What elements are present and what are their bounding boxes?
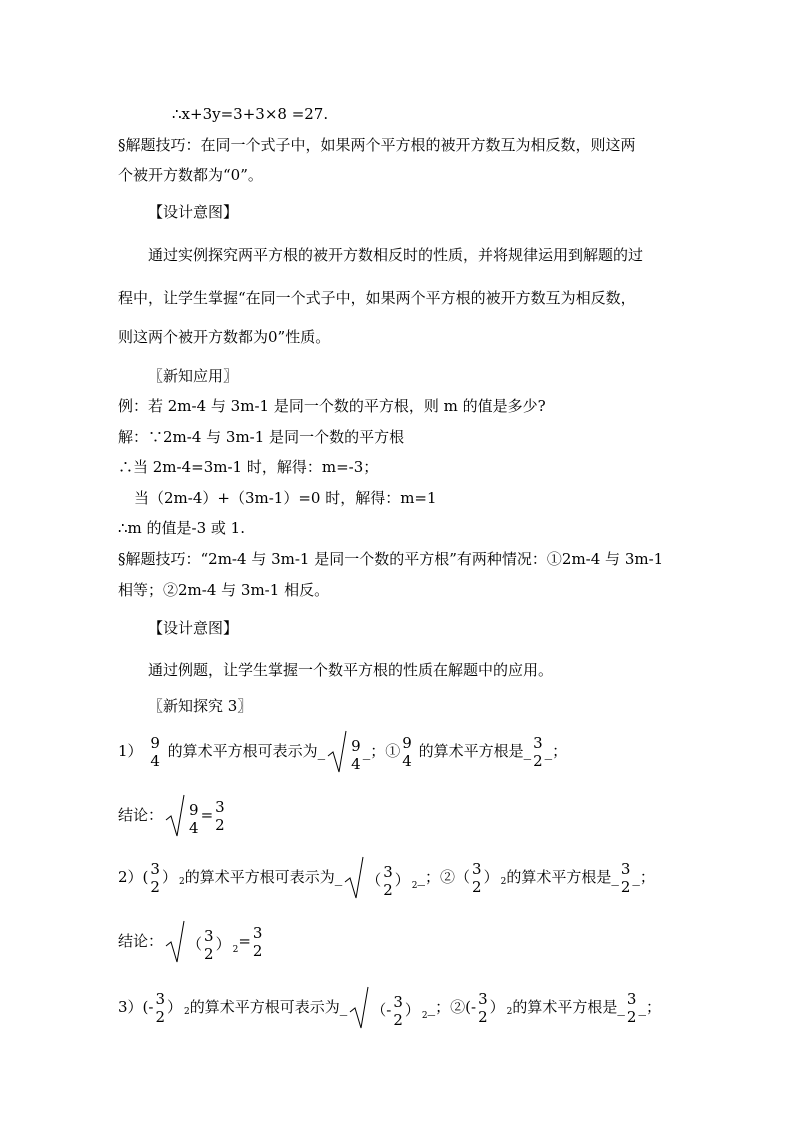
sqrt-expression: （ 3 2 ） $^2$ [165,920,238,964]
fraction: 3 2 [150,860,160,896]
example-line: 例：若 2m-4 与 3m-1 是同一个数的平方根，则 m 的值是多少? [118,397,546,415]
fraction: 9 4 [402,734,412,770]
solution-line: 当（2m-4）+（3m-1）=0 时，解得：m=1 [134,489,437,507]
sqrt-expression: 9 4 [327,730,363,774]
solution-line: 解：∵2m-4 与 3m-1 是同一个数的平方根 [118,428,405,446]
fraction: 3 2 [155,990,166,1026]
section-heading: 〖新知探究 3〗 [148,697,253,715]
tip-line: §解题技巧：“2m-4 与 3m-1 是同一个数的平方根”有两种情况：①2m-4 与 3m-1 [118,550,664,568]
question-3: 3）(- 3 2 ） $^2$的算术平方根可表示为_ （- 3 2 ） $^2$_；②(- 3 2 ） $^2$的算术平方根是_ 3 2 _； [118,986,661,1030]
paragraph-line: 程中，让学生掌握“在同一个式子中，如果两个平方根的被开方数互为相反数， [118,289,636,307]
solution-line: ∴m 的值是-3 或 1. [118,519,245,537]
answer-fraction: 3 2 [533,734,543,770]
fraction: 3 2 [472,860,482,896]
fraction: 3 2 [478,990,488,1026]
tip-line-cont: 相等；②2m-4 与 3m-1 相反。 [118,581,330,599]
paragraph-line: 通过例题，让学生掌握一个数平方根的性质在解题中的应用。 [148,661,554,679]
answer-fraction: 3 2 [620,860,631,896]
solution-line: ∴当 2m-4=3m-1 时，解得：m=-3； [118,458,379,476]
sqrt-expression: 9 4 [165,794,201,838]
answer-fraction: 3 2 [626,990,637,1026]
question-1: 1） 9 4 的算术平方根可表示为_ 9 4 _；① 9 4 的算术平方根是_ 3 2 _； [118,730,567,774]
fraction: 9 4 [150,734,160,770]
result-fraction: 3 2 [215,798,225,834]
equation-line: ∴x+3y=3+3×8 =27. [172,105,329,123]
sqrt-expression: （ 3 2 ） $^2$ [344,856,417,900]
tip-line: §解题技巧：在同一个式子中，如果两个平方根的被开方数互为相反数，则这两 [118,136,636,154]
question-2: 2）( 3 2 ） $^2$的算术平方根可表示为_ （ 3 2 ） $^2$_；②（ 3 2 ） $^2$的算术平方根是_ 3 2 _； [118,856,655,900]
sqrt-expression: （- 3 2 ） $^2$ [349,986,427,1030]
result-fraction: 3 2 [252,924,263,960]
conclusion-1: 结论： 9 4 = 3 2 [118,794,227,838]
paragraph-line: 通过实例探究两平方根的被开方数相反时的性质，并将规律运用到解题的过 [148,246,644,264]
tip-line-cont: 个被开方数都为“0”。 [118,166,263,184]
conclusion-2: 结论： （ 3 2 ） $^2$= 3 2 [118,920,264,964]
section-heading: 【设计意图】 [148,203,239,221]
paragraph-line: 则这两个被开方数都为0”性质。 [118,328,331,346]
section-heading: 〖新知应用〗 [148,367,239,385]
section-heading: 【设计意图】 [148,619,239,637]
